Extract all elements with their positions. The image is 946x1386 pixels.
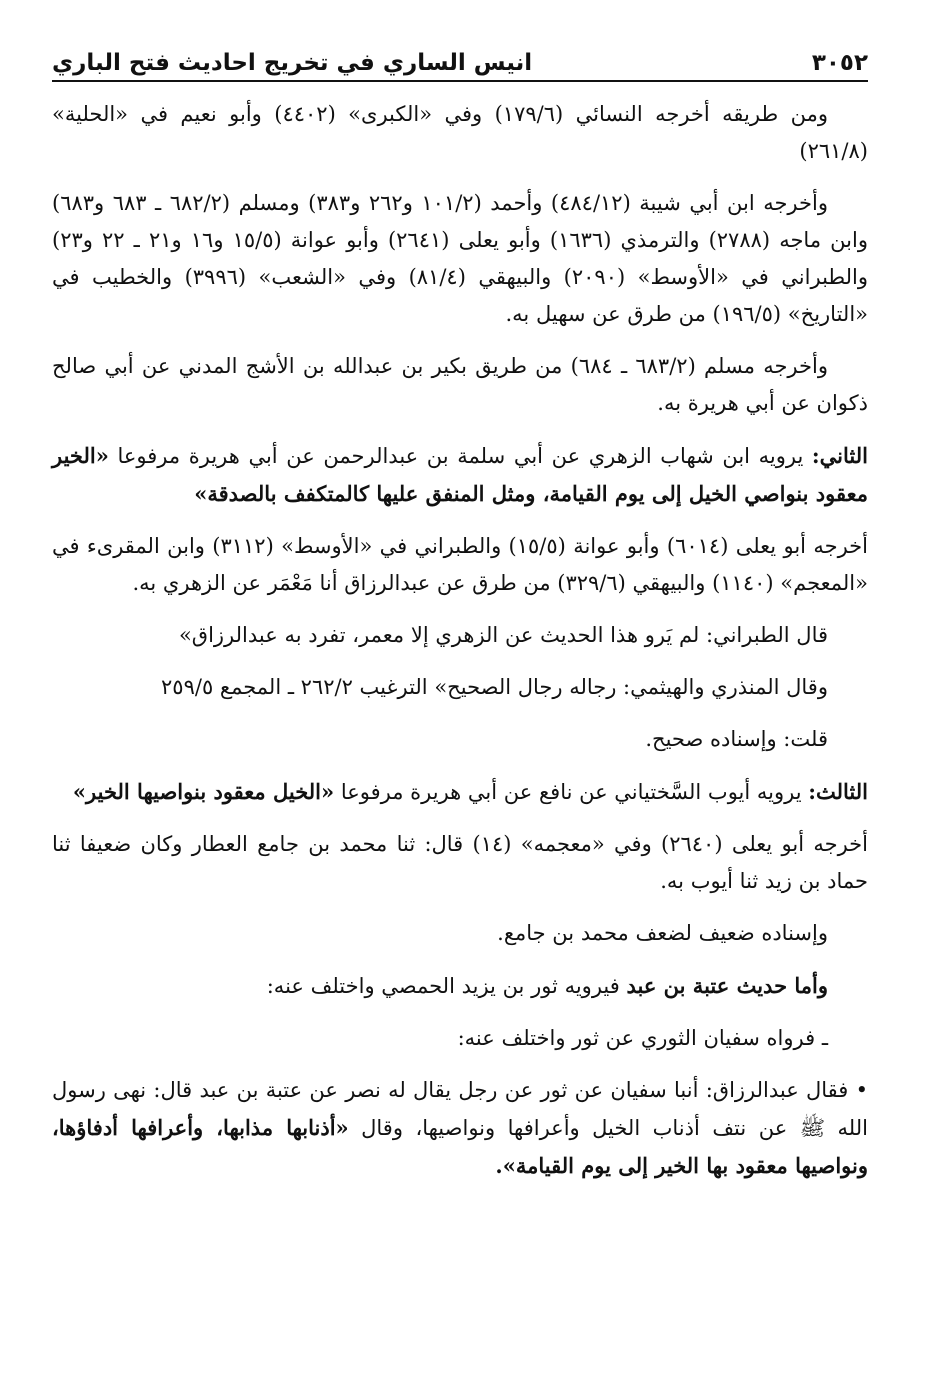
paragraph: الثاني: يرويه ابن شهاب الزهري عن أبي سلمة بن عبدالرحمن عن أبي هريرة مرفوعا «الخير معقود بنواصي الخيل إلى يوم القيامة، ومثل المنفق عليها كالمتكفف بالصدقة» (52, 443, 868, 506)
paragraph: وأما حديث عتبة بن عبد فيرويه ثور بن يزيد الحمصي واختلف عنه: (266, 973, 828, 998)
paragraph: قال الطبراني: لم يَرو هذا الحديث عن الزهري إلا معمر، تفرد به عبدالرزاق» (178, 623, 828, 647)
paragraph: ومن طريقه أخرجه النسائي (١٧٩/٦) وفي «الكبرى» (٤٤٠٢) وأبو نعيم في «الحلية» (٢٦١/٨) (52, 102, 868, 163)
paragraph: وأخرجه ابن أبي شيبة (٤٨٤/١٢) وأحمد (١٠١/٢ و٢٦٢ و٣٨٣) ومسلم (٦٨٢/٢ ـ ٦٨٣ و٦٨٣) وابن ماجه (٢٧٨٨) والترمذي (١٦٣٦) وأبو يعلى (٢٦٤١) وأبو عوانة (١٥/٥ و١٦ و٢١ ـ ٢٢ و٢٣) والطبراني في «الأوسط» (٢٠٩٠) والبيهقي (٨١/٤) وفي «الشعب» (٣٩٩٦) والخطيب في «التاريخ» (١٩٦/٥) من طرق عن سهيل به. (52, 191, 869, 326)
body-text (52, 96, 868, 1185)
paragraph: أخرجه أبو يعلى (٦٠١٤) وأبو عوانة (١٥/٥) والطبراني في «الأوسط» (٣١١٢) وابن المقرىء في «المعجم» (١١٤٠) والبيهقي (٣٢٩/٦) من طرق عن عبدالرزاق أنا مَعْمَر عن الزهري به. (52, 534, 868, 595)
paragraph: وقال المنذري والهيثمي: رجاله رجال الصحيح» الترغيب ٢٦٢/٢ ـ المجمع ٢٥٩/٥ (161, 675, 828, 699)
paragraph: الثالث: يرويه أيوب السَّختياني عن نافع عن أبي هريرة مرفوعا «الخيل معقود بنواصيها الخير» (72, 779, 868, 804)
paragraph: • فقال عبدالرزاق: أنبا سفيان عن ثور عن رجل يقال له نصر عن عتبة بن عبد قال: نهى رسول الله ﷺ عن نتف أذناب الخيل وأعرافها ونواصيها، وقال «أذنابها مذابها، وأعرافها أدفاؤها، ونواصيها معقود بها الخير إلى يوم القيامة». (52, 1078, 868, 1178)
paragraph: وإسناده ضعيف لضعف محمد بن جامع. (497, 921, 828, 945)
running-title: انيس الساري في تخريج احاديث فتح الباري (52, 50, 533, 76)
paragraph: وأخرجه مسلم (٦٨٣/٢ ـ ٦٨٤) من طريق بكير بن عبدالله بن الأشج المدني عن أبي صالح ذكوان عن أبي هريرة به. (52, 354, 868, 415)
header-rule (52, 80, 868, 82)
document-page (52, 40, 868, 1200)
paragraph: قلت: وإسناده صحيح. (645, 727, 828, 751)
paragraph: ـ فرواه سفيان الثوري عن ثور واختلف عنه: (457, 1026, 828, 1050)
page-header (52, 40, 868, 76)
page-number: ٣٠٥٢ (811, 50, 868, 76)
paragraph: أخرجه أبو يعلى (٢٦٤٠) وفي «معجمه» (١٤) قال: ثنا محمد بن جامع العطار وكان ضعيفا ثنا حماد بن زيد ثنا أيوب به. (52, 832, 868, 893)
